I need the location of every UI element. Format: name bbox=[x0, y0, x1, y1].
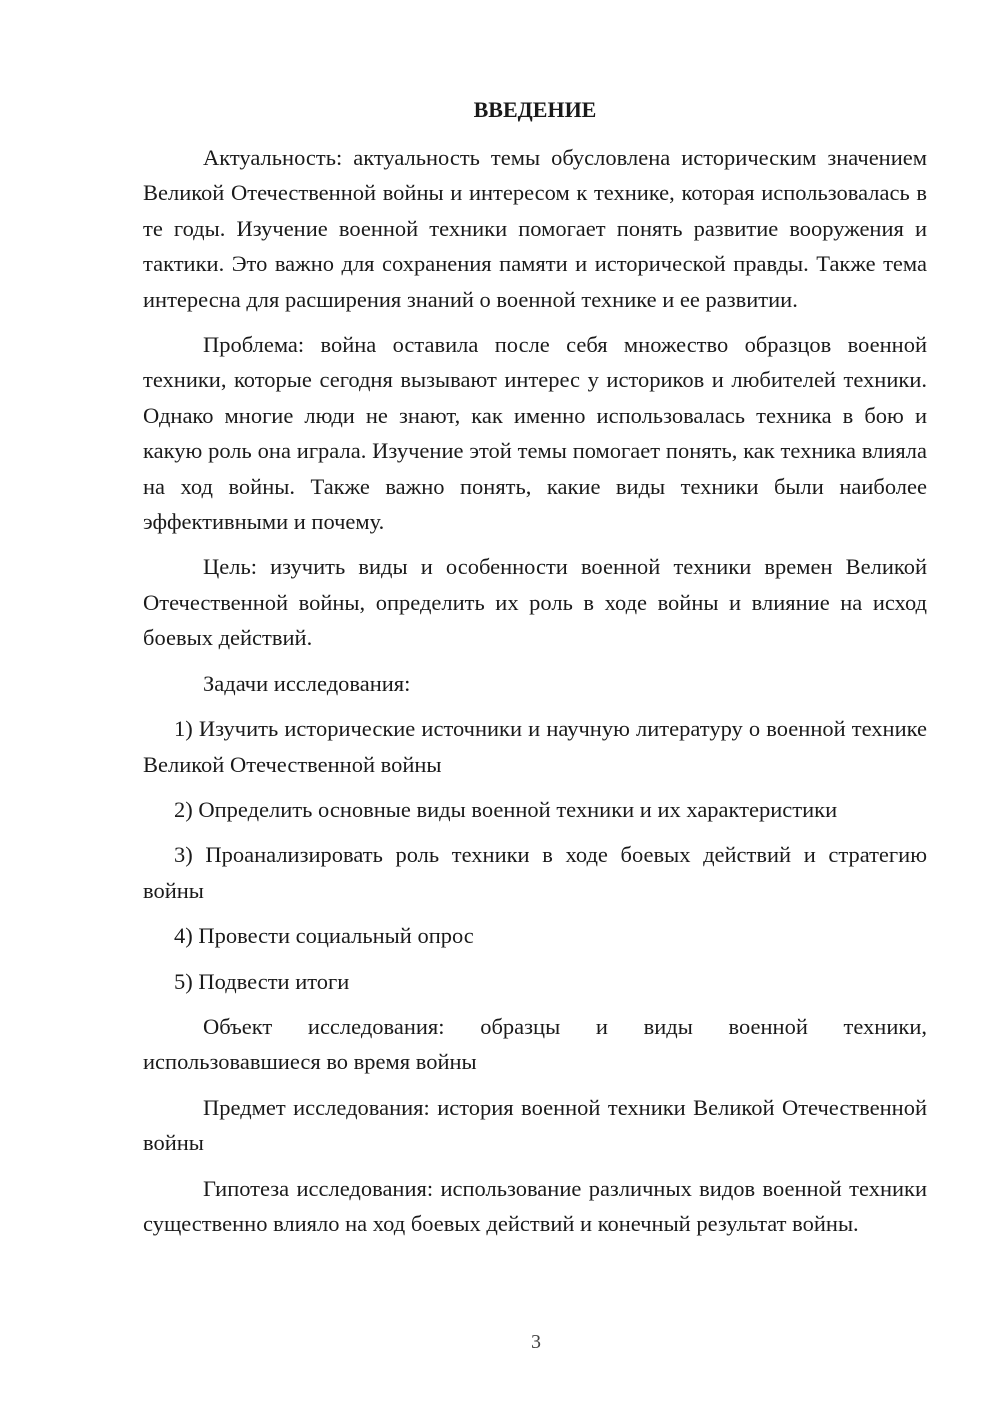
paragraph-goal: Цель: изучить виды и особенности военной техники времен Великой Отечественной войны, определить их роль в ходе войны и влияние на исход боевых действий. bbox=[143, 554, 927, 651]
paragraph-relevance: Актуальность: актуальность темы обусловлена историческим значением Великой Отечественной войны и интересом к технике, которая использовалась в те годы. Изучение военной техники помогает понять развитие вооружения и тактики. Это важно для сохранения памяти и исторической правды. Также тема интересна для расширения знаний о военной технике и ее развитии. bbox=[143, 145, 927, 312]
task-item: 3) Проанализировать роль техники в ходе боевых действий и стратегию войны bbox=[143, 842, 927, 903]
tasks-title: Задачи исследования: bbox=[203, 670, 411, 696]
task-item: 5) Подвести итоги bbox=[174, 968, 350, 994]
paragraph-hypothesis: Гипотеза исследования: использование различных видов военной техники существенно влияло на ход боевых действий и конечный результат войны. bbox=[143, 1175, 927, 1236]
task-item: 1) Изучить исторические источники и научную литературу о военной технике Великой Отечественной войны bbox=[143, 716, 927, 777]
paragraph-subject: Предмет исследования: история военной техники Великой Отечественной войны bbox=[143, 1094, 927, 1156]
page-body bbox=[143, 92, 927, 1241]
task-item: 2) Определить основные виды военной техники и их характеристики bbox=[174, 796, 838, 822]
paragraph-problem: Проблема: война оставила после себя множество образцов военной техники, которые сегодня вызывают интерес у историков и любителей техники. Однако многие люди не знают, как именно использовалась техника в бою и какую роль она играла. Изучение этой темы помогает понять, как техника влияла на ход войны. Также важно понять, какие виды техники были наиболее эффективными и почему. bbox=[143, 332, 927, 535]
section-heading: ВВЕДЕНИЕ bbox=[473, 97, 597, 122]
page-number: 3 bbox=[531, 1331, 541, 1353]
task-item: 4) Провести социальный опрос bbox=[174, 923, 474, 949]
paragraph-object: Объект исследования: образцы и виды военной техники, использовавшиеся во время войны bbox=[143, 1013, 927, 1075]
